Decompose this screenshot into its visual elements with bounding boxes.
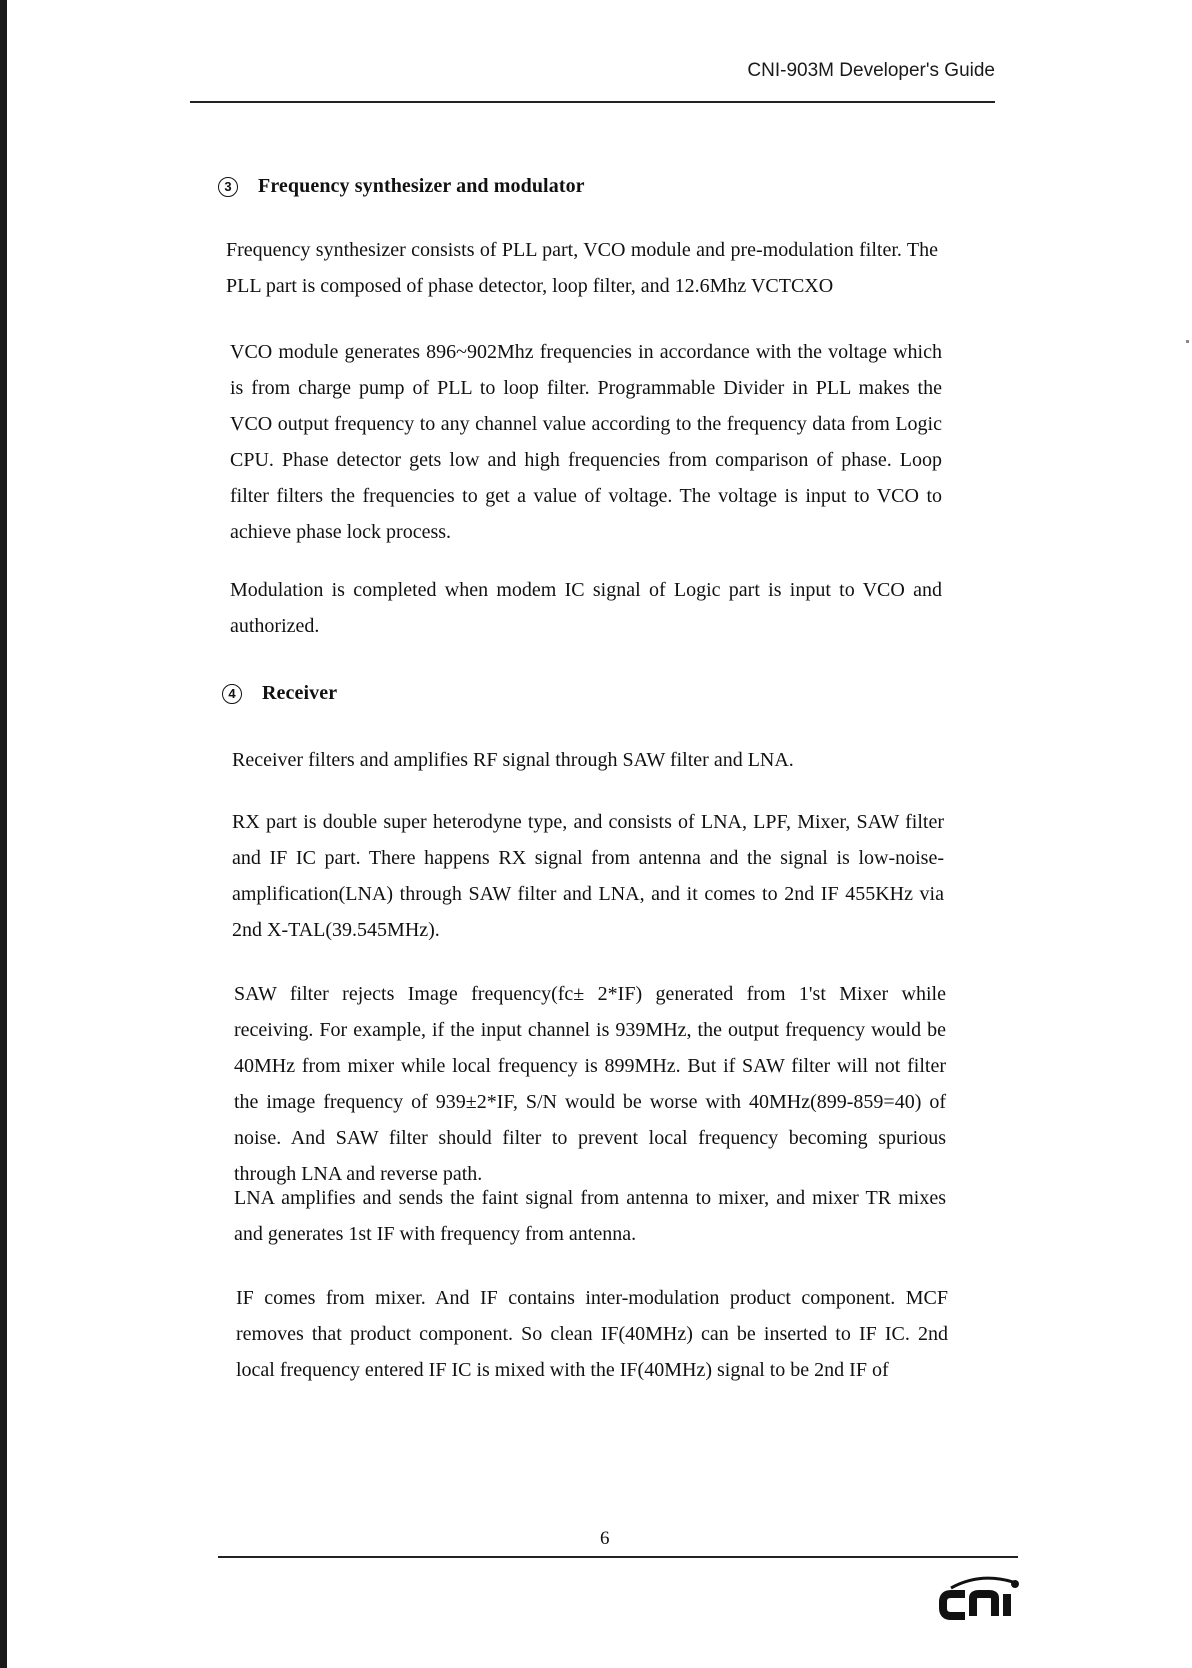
paragraph: IF comes from mixer. And IF contains inter-modulation product component. MCF removes that product component. So clean IF(40MHz) can be inserted to IF IC. 2nd local frequency entered IF IC is mixed with the IF(40MHz) signal to be 2nd IF of <box>236 1287 948 1381</box>
section-number-badge: 4 <box>222 684 242 704</box>
section-title: Receiver <box>262 682 338 704</box>
page-edge-bar <box>0 0 7 1668</box>
cni-logo <box>935 1568 1025 1622</box>
section-title: Frequency synthesizer and modulator <box>258 175 585 197</box>
header-title: CNI-903M Developer's Guide <box>747 60 995 81</box>
paragraph: SAW filter rejects Image frequency(fc± 2*IF) generated from 1'st Mixer while receiving. For example, if the input channel is 939MHz, the output frequency would be 40MHz from mixer while local frequency is 899MHz. But if SAW filter will not filter the image frequency of 939±2*IF, S/N would be worse with 40MHz(899-859=40) of noise. And SAW filter should filter to prevent local frequency becoming spurious through LNA and reverse path. <box>234 983 946 1185</box>
paragraph: Modulation is completed when modem IC signal of Logic part is input to VCO and authorized. <box>230 579 942 637</box>
paragraph: VCO module generates 896~902Mhz frequencies in accordance with the voltage which is from charge pump of PLL to loop filter. Programmable Divider in PLL makes the VCO output frequency to any channel value according to the frequency data from Logic CPU. Phase detector gets low and high frequencies from comparison of phase. Loop filter filters the frequencies to get a value of voltage. The voltage is input to VCO to achieve phase lock process. <box>230 341 942 543</box>
section-number-badge: 3 <box>218 177 238 197</box>
footer-rule <box>218 1556 1018 1558</box>
paragraph: RX part is double super heterodyne type, and consists of LNA, LPF, Mixer, SAW filter and IF IC part. There happens RX signal from antenna and the signal is low-noise-amplification(LNA) through SAW filter and LNA, and it comes to 2nd IF 455KHz via 2nd X-TAL(39.545MHz). <box>232 811 944 941</box>
paragraph: Frequency synthesizer consists of PLL part, VCO module and pre-modulation filter. The PLL part is composed of phase detector, loop filter, and 12.6Mhz VCTCXO <box>226 239 938 297</box>
page-number: 6 <box>600 1528 610 1549</box>
section-heading-synthesizer <box>218 175 585 198</box>
scan-mark <box>1186 340 1189 343</box>
paragraph: Receiver filters and amplifies RF signal through SAW filter and LNA. <box>232 749 794 771</box>
paragraph: LNA amplifies and sends the faint signal from antenna to mixer, and mixer TR mixes and generates 1st IF with frequency from antenna. <box>234 1187 946 1245</box>
section-heading-receiver <box>222 682 337 705</box>
header-rule <box>190 101 995 103</box>
